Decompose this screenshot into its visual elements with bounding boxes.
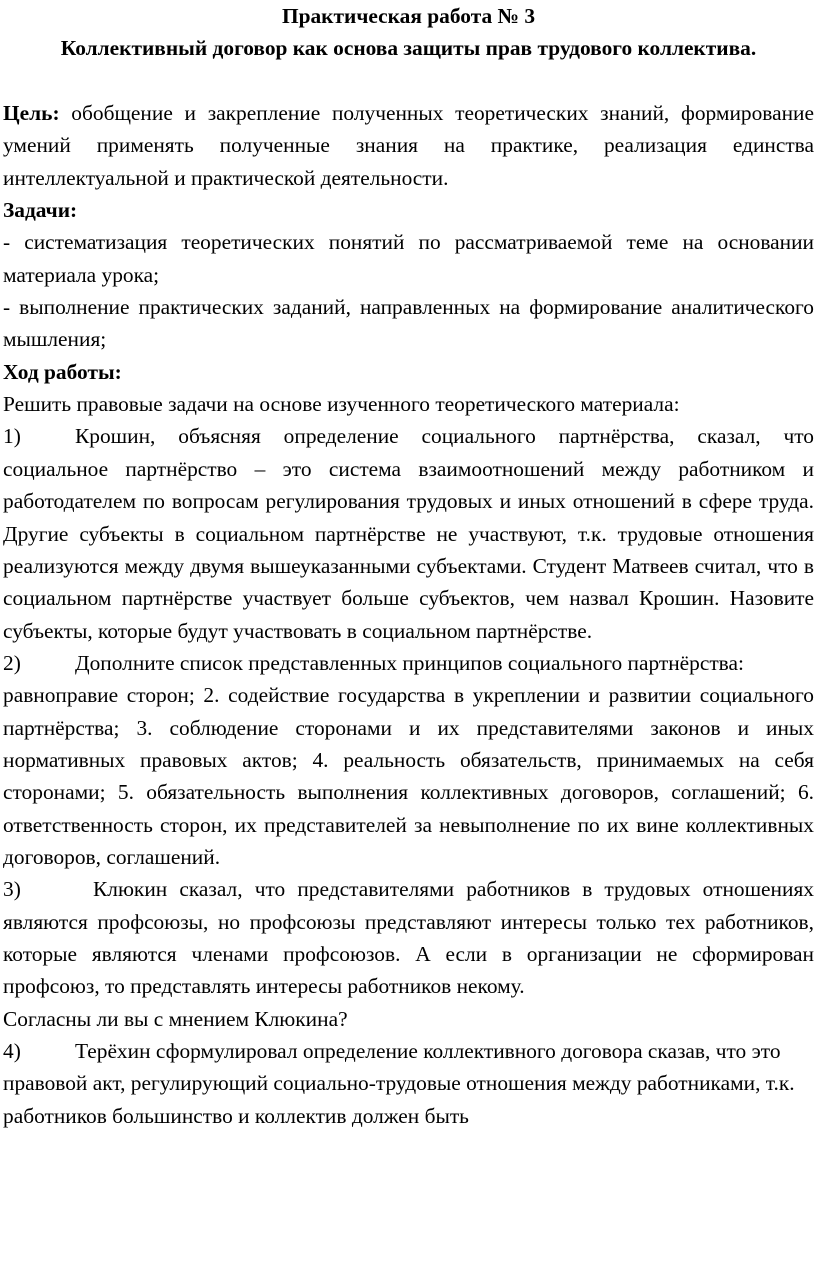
- procedure-heading: Ход работы:: [3, 359, 122, 384]
- task-item-1: - систематизация теоретических понятий по рассматриваемой теме на основании материала урока;: [3, 230, 814, 287]
- problem-number: 2): [3, 650, 21, 675]
- tasks-heading: Задачи:: [3, 198, 78, 223]
- procedure-intro: Решить правовые задачи на основе изученного теоретического материала:: [3, 392, 680, 417]
- goal-text: обобщение и закрепление полученных теоретических знаний, формирование умений применять полученные знания на практике, реализация единства интеллектуальной и практической деятельности.: [3, 101, 814, 190]
- goal-label: Цель:: [3, 101, 60, 126]
- problem-1: [3, 420, 814, 646]
- problem-2-principles: равноправие сторон; 2. содействие государства в укреплении и развитии социального партнёрства; 3. соблюдение сторонами и их представителями законов и иных нормативных правовых актов; 4. реальность обязательств, принимаемых на себя сторонами; 5. обязательность выполнения коллективных договоров, соглашений; 6. ответственность сторон, их представителей за невыполнение по их вине коллективных договоров, соглашений.: [3, 683, 814, 869]
- task-item-2: - выполнение практических заданий, направленных на формирование аналитического мышления;: [3, 295, 814, 352]
- problem-number: 4): [3, 1039, 21, 1063]
- document-page: [3, 0, 814, 1132]
- problem-text: Дополните список представленных принципов социального партнёрства:: [75, 650, 744, 675]
- problem-text: Крошин, объясняя определение социального партнёрства, сказал, что социальное партнёрство – это система взаимоотношений между работником и работодателем по вопросам регулирования трудовых и иных отношений в сфере труда. Другие субъекты в социальном партнёрстве не участвуют, т.к. трудовые отношения реализуются между двумя вышеуказанными субъектами. Студент Матвеев считал, что в социальном партнёрстве участвует больше субъектов, чем назвал Крошин. Назовите субъекты, которые будут участвовать в социальном партнёрстве.: [3, 424, 814, 643]
- goal-paragraph: [3, 97, 814, 194]
- problem-text: Терёхин сформулировал определение коллективного договора сказав, что это правовой акт, регулирующий социально-трудовые отношения между работниками, т.к. работников большинство и коллектив должен быть: [3, 1039, 795, 1128]
- problem-4: [3, 1035, 814, 1132]
- problem-3-question: Согласны ли вы с мнением Клюкина?: [3, 1006, 348, 1031]
- problem-text: Клюкин сказал, что представителями работников в трудовых отношениях являются профсоюзы, но профсоюзы представляют интересы только тех работников, которые являются членами профсоюзов. А если в организации не сформирован профсоюз, то представлять интересы работников некому.: [3, 877, 814, 999]
- problem-number: 1): [3, 424, 21, 449]
- problem-number: 3): [3, 877, 21, 902]
- blank-line: [3, 65, 814, 97]
- document-title: Практическая работа № 3: [281, 4, 536, 28]
- problem-2: [3, 647, 814, 679]
- document-subtitle: Коллективный договор как основа защиты прав трудового коллектива.: [60, 36, 757, 61]
- problem-3: [3, 873, 814, 1002]
